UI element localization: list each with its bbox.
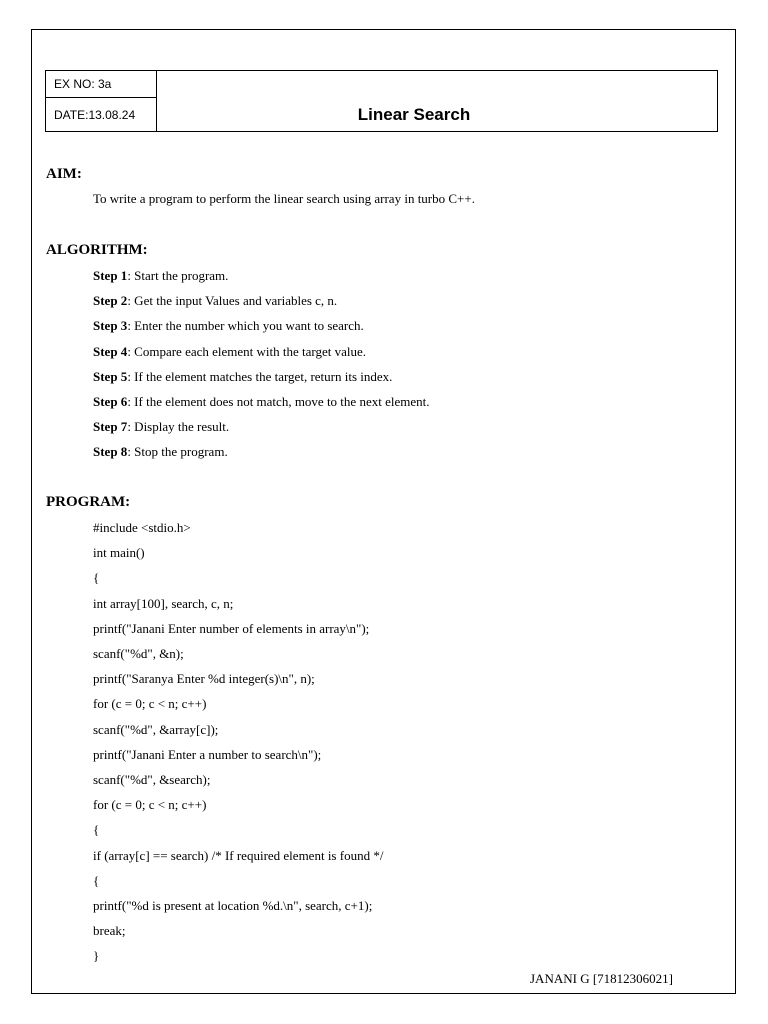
header-left-column <box>46 71 157 131</box>
step-label: Step 1 <box>93 268 128 283</box>
step-text: : If the element matches the target, return its index. <box>127 368 393 384</box>
step-label: Step 8 <box>93 444 128 460</box>
footer-author: JANANI G [71812306021] <box>530 971 673 986</box>
algorithm-step <box>93 368 392 386</box>
code-line: if (array[c] == search) /* If required element is found */ <box>93 847 384 863</box>
step-label: Step 3 <box>93 318 128 334</box>
step-label: Step 6 <box>93 394 128 409</box>
program-heading: PROGRAM: <box>46 494 131 510</box>
code-line: } <box>93 948 100 964</box>
step-text: : Display the result. <box>127 419 230 435</box>
step-label: Step 2 <box>93 293 128 309</box>
page-title: Linear Search <box>357 105 471 124</box>
algorithm-step <box>93 292 337 310</box>
algorithm-step <box>93 418 229 436</box>
code-line: printf("Janani Enter number of elements in array\n"); <box>93 620 370 636</box>
code-line: { <box>93 822 100 838</box>
step-label: Step 7 <box>93 419 128 435</box>
algorithm-step <box>93 443 228 461</box>
code-line: break; <box>93 923 126 939</box>
code-line: #include <stdio.h> <box>93 520 191 535</box>
step-text: : Compare each element with the target value. <box>127 343 367 359</box>
algorithm-step <box>93 393 429 411</box>
algorithm-heading: ALGORITHM: <box>46 242 148 258</box>
code-line: int main() <box>93 545 145 561</box>
code-line: { <box>93 570 100 586</box>
code-line: for (c = 0; c < n; c++) <box>93 797 207 813</box>
code-line: { <box>93 872 100 888</box>
step-label: Step 5 <box>93 368 128 384</box>
step-text: : Enter the number which you want to search. <box>127 318 364 334</box>
code-line: for (c = 0; c < n; c++) <box>93 696 207 712</box>
aim-text: To write a program to perform the linear search using array in turbo C++. <box>93 191 475 206</box>
algorithm-step <box>93 267 228 285</box>
algorithm-step <box>93 317 364 335</box>
code-line: scanf("%d", &search); <box>93 772 211 787</box>
code-line: scanf("%d", &array[c]); <box>93 721 219 737</box>
code-line: printf("Saranya Enter %d integer(s)\n", n); <box>93 671 315 687</box>
code-line: printf("%d is present at location %d.\n", search, c+1); <box>93 898 373 913</box>
step-text: : Stop the program. <box>127 444 228 460</box>
algorithm-step <box>93 343 366 361</box>
step-text: : Start the program. <box>127 268 229 283</box>
step-text: : Get the input Values and variables c, n. <box>127 293 338 309</box>
date-cell: DATE:13.08.24 <box>54 108 136 122</box>
step-label: Step 4 <box>93 343 128 359</box>
header-table <box>45 70 718 132</box>
aim-heading: AIM: <box>46 166 82 182</box>
ex-no-cell: EX NO: 3a <box>46 71 156 98</box>
code-line: scanf("%d", &n); <box>93 646 184 661</box>
code-line: int array[100], search, c, n; <box>93 595 234 611</box>
step-text: : If the element does not match, move to the next element. <box>127 394 430 409</box>
code-line: printf("Janani Enter a number to search\n"); <box>93 746 322 762</box>
